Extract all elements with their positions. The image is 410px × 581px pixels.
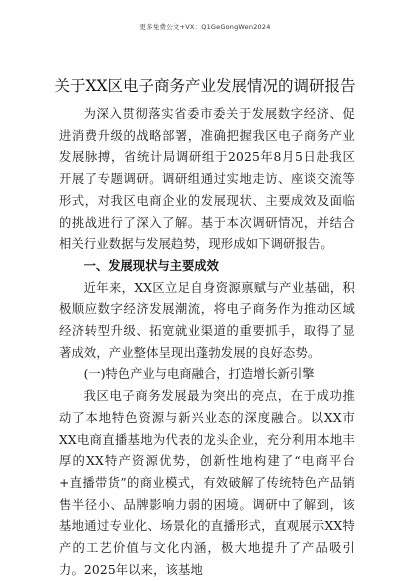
intro-paragraph: 为深入贯彻落实省委市委关于发展数字经济、促进消费升级的战略部署，准确把握我区电子商务产业发展脉搏，省统计局调研组于2025年8月5日赴我区开展了专题调研。调研组通过实地走访、座谈交流等形式，对我区电商企业的发展现状、主要成效及面临的挑战进行了深入了解。基于本次调研情况，并结合相关行业数据与发展趋势，现形成如下调研报告。 <box>59 107 355 252</box>
document-body <box>59 104 355 581</box>
header-note: 更多免费公文+VX：Q1GeGongWen2024 <box>139 23 271 31</box>
subsection-heading: (一)特色产业与电商融合，打造增长新引擎 <box>83 367 315 382</box>
section-paragraph: 近年来，XX区立足自身资源禀赋与产业基础，积极顺应数字经济发展潮流，将电子商务作为推动区域经济转型升级、拓宽就业渠道的重要抓手，取得了显著成效，产业整体呈现出蓬勃发展的良好态势。 <box>59 280 355 360</box>
subsection-paragraph: 我区电子商务发展最为突出的亮点，在于成功推动了本地特色资源与新兴业态的深度融合。以XX市XX电商直播基地为代表的龙头企业，充分利用本地丰厚的XX特产资源优势，创新性地构建了“电商平台+直播带货”的商业模式，有效破解了传统特色产品销售半径小、品牌影响力弱的困境。调研中了解到，该基地通过专业化、场景化的直播形式，直观展示XX特产的工艺价值与文化内涵，极大地提升了产品吸引力。2025年以来，该基地 <box>59 389 355 577</box>
document-title: 关于XX区电子商务产业发展情况的调研报告 <box>54 77 356 95</box>
section-heading: 一、发展现状与主要成效 <box>83 258 219 273</box>
